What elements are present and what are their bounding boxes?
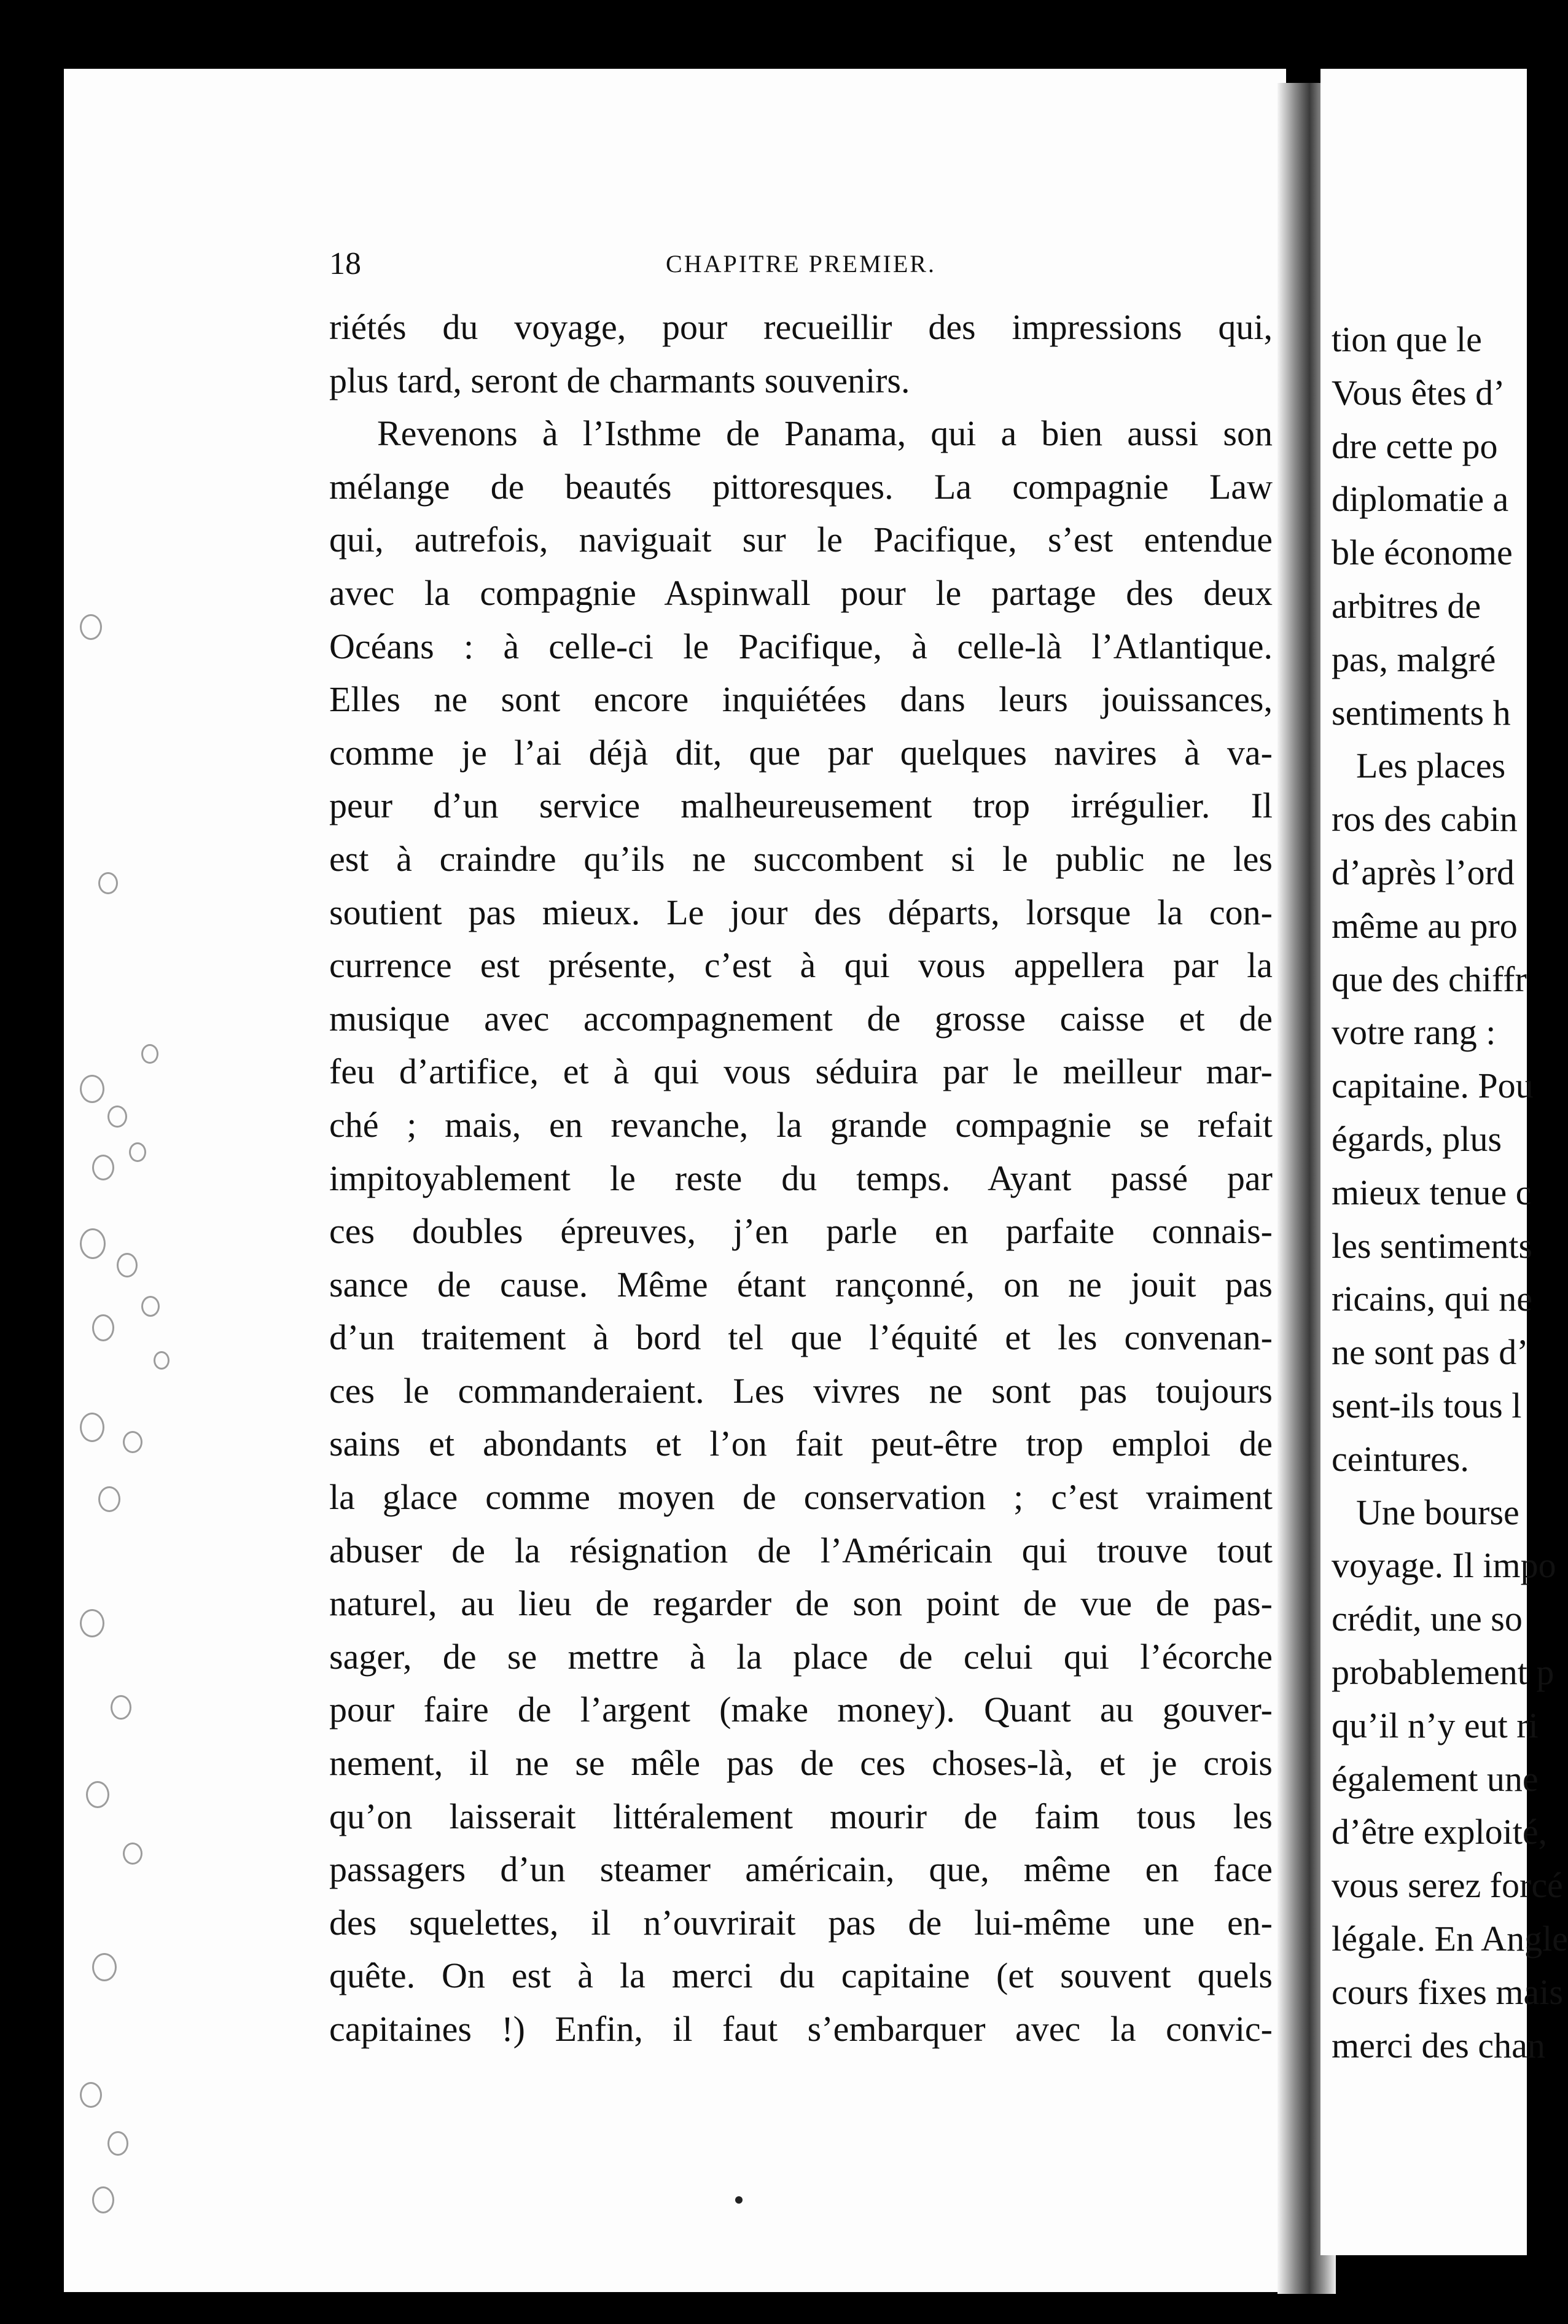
text-line: capitaines !) Enfin, il faut s’embarquer avec la convic- (329, 2009, 1273, 2049)
stain-bubble (92, 1314, 114, 1341)
text-line: naturel, au lieu de regarder de son point de vue de pas- (329, 1583, 1273, 1624)
text-line: comme je l’ai déjà dit, que par quelques navires à va- (329, 732, 1273, 773)
text-fragment: les sentiments (1332, 1225, 1533, 1266)
text-fragment: vous serez forcé (1332, 1865, 1563, 1906)
stain-bubble (80, 1228, 106, 1259)
page-number: 18 (329, 246, 361, 281)
stain-bubble (141, 1296, 160, 1317)
text-fragment: même au pro (1332, 905, 1518, 946)
stain-bubble (80, 1609, 104, 1637)
text-line: feu d’artifice, et à qui vous séduira par le meilleur mar- (329, 1051, 1273, 1092)
text-line: impitoyablement le reste du temps. Ayant passé par (329, 1158, 1273, 1198)
stain-bubble (111, 1695, 131, 1720)
text-fragment: capitaine. Pou (1332, 1066, 1534, 1106)
text-fragment: merci des chan (1332, 2025, 1545, 2065)
text-fragment: pas, malgré (1332, 639, 1496, 679)
text-fragment: dre cette po (1332, 426, 1498, 466)
text-line: avec la compagnie Aspinwall pour le partage des deux (329, 572, 1273, 613)
text-fragment: légale. En Angle (1332, 1918, 1568, 1959)
stain-bubble (92, 1155, 114, 1180)
stain-bubble (129, 1142, 146, 1162)
text-line: Elles ne sont encore inquiétées dans leurs jouissances, (329, 679, 1273, 720)
text-line: ces doubles épreuves, j’en parle en parfaite connais- (329, 1211, 1273, 1252)
text-line: quête. On est à la merci du capitaine (et souvent quels (329, 1956, 1273, 1996)
text-fragment: mieux tenue c (1332, 1172, 1532, 1212)
text-fragment: votre rang : (1332, 1012, 1496, 1053)
stain-bubble (80, 1075, 104, 1103)
text-fragment: ne sont pas d’ (1332, 1332, 1529, 1373)
text-line: la glace comme moyen de conservation ; c’est vraiment (329, 1477, 1273, 1518)
stain-bubble (154, 1351, 170, 1370)
text-line: currence est présente, c’est à qui vous appellera par la (329, 945, 1273, 986)
stain-bubble (107, 1105, 127, 1128)
text-line: pour faire de l’argent (make money). Quant au gouver- (329, 1690, 1273, 1730)
text-fragment: d’être exploité, (1332, 1812, 1548, 1852)
text-line: abuser de la résignation de l’Américain qui trouve tout (329, 1530, 1273, 1570)
text-line: est à craindre qu’ils ne succombent si le public ne les (329, 838, 1273, 879)
stain-bubble (80, 2082, 102, 2108)
text-line: d’un traitement à bord tel que l’équité et les convenan- (329, 1317, 1273, 1358)
text-fragment: Les places (1356, 746, 1506, 786)
ink-dot (735, 2196, 743, 2204)
text-fragment: crédit, une so (1332, 1599, 1523, 1639)
text-line: musique avec accompagnement de grosse caisse et de (329, 998, 1273, 1039)
text-fragment: égards, plus (1332, 1118, 1502, 1159)
stain-bubble (123, 1842, 142, 1865)
right-page-text (1332, 313, 1568, 2072)
stain-bubble (107, 2131, 128, 2156)
stain-bubble (92, 1953, 117, 1981)
text-fragment: ros des cabin (1332, 799, 1518, 840)
text-fragment: ble économe (1332, 532, 1513, 573)
text-line: mélange de beautés pittoresques. La compagnie Law (329, 466, 1273, 507)
text-line: peur d’un service malheureusement trop irrégulier. Il (329, 786, 1273, 826)
text-line: qui, autrefois, naviguait sur le Pacifique, s’est entendue (329, 520, 1273, 560)
text-line: Océans : à celle-ci le Pacifique, à celle-là l’Atlantique. (329, 626, 1273, 666)
text-line: sager, de se mettre à la place de celui qui l’écorche (329, 1636, 1273, 1677)
text-line: plus tard, seront de charmants souvenirs. (329, 360, 910, 400)
text-fragment: qu’il n’y eut ri (1332, 1705, 1539, 1745)
text-fragment: diplomatie a (1332, 479, 1509, 520)
left-page-text (329, 301, 1273, 2056)
text-line: qu’on laisserait littéralement mourir de faim tous les (329, 1796, 1273, 1836)
text-fragment: ricains, qui ne (1332, 1279, 1532, 1319)
text-line: passagers d’un steamer américain, que, même en face (329, 1849, 1273, 1890)
text-line: sance de cause. Même étant rançonné, on ne jouit pas (329, 1264, 1273, 1304)
text-fragment: Vous êtes d’ (1332, 372, 1505, 413)
stain-bubble (117, 1253, 138, 1277)
stain-bubble (123, 1431, 142, 1453)
text-line: des squelettes, il n’ouvrirait pas de lui-même une en- (329, 1902, 1273, 1943)
chapter-title: CHAPITRE PREMIER. (666, 250, 936, 278)
text-line: riétés du voyage, pour recueillir des impressions qui, (329, 307, 1273, 347)
text-line: ces le commanderaient. Les vivres ne sont pas toujours (329, 1370, 1273, 1411)
text-fragment: sentiments h (1332, 692, 1511, 733)
text-line: Revenons à l’Isthme de Panama, qui a bien aussi son (377, 413, 1273, 454)
text-fragment: que des chiffr (1332, 959, 1527, 999)
text-fragment: probablement p (1332, 1651, 1554, 1692)
text-fragment: cours fixes mais (1332, 1971, 1563, 2012)
text-fragment: également une (1332, 1758, 1539, 1799)
stain-bubble (98, 872, 118, 894)
text-fragment: arbitres de (1332, 585, 1481, 626)
running-head (329, 246, 1273, 295)
text-fragment: tion que le (1332, 319, 1482, 359)
text-line: nement, il ne se mêle pas de ces choses-là, et je crois (329, 1743, 1273, 1784)
stain-bubble (141, 1044, 158, 1064)
text-line: sains et abondants et l’on fait peut-être trop emploi de (329, 1424, 1273, 1464)
stain-bubble (92, 2186, 114, 2213)
text-fragment: sent-ils tous l (1332, 1385, 1522, 1425)
text-line: ché ; mais, en revanche, la grande compagnie se refait (329, 1104, 1273, 1145)
stain-bubble (86, 1781, 109, 1808)
stain-bubble (80, 614, 102, 640)
stain-bubble (98, 1486, 120, 1512)
text-line: soutient pas mieux. Le jour des départs, lorsque la con- (329, 892, 1273, 932)
text-fragment: d’après l’ord (1332, 852, 1515, 892)
text-fragment: voyage. Il impo (1332, 1545, 1556, 1586)
text-fragment: ceintures. (1332, 1438, 1469, 1479)
stain-bubble (80, 1413, 104, 1442)
text-fragment: Une bourse (1356, 1492, 1519, 1532)
